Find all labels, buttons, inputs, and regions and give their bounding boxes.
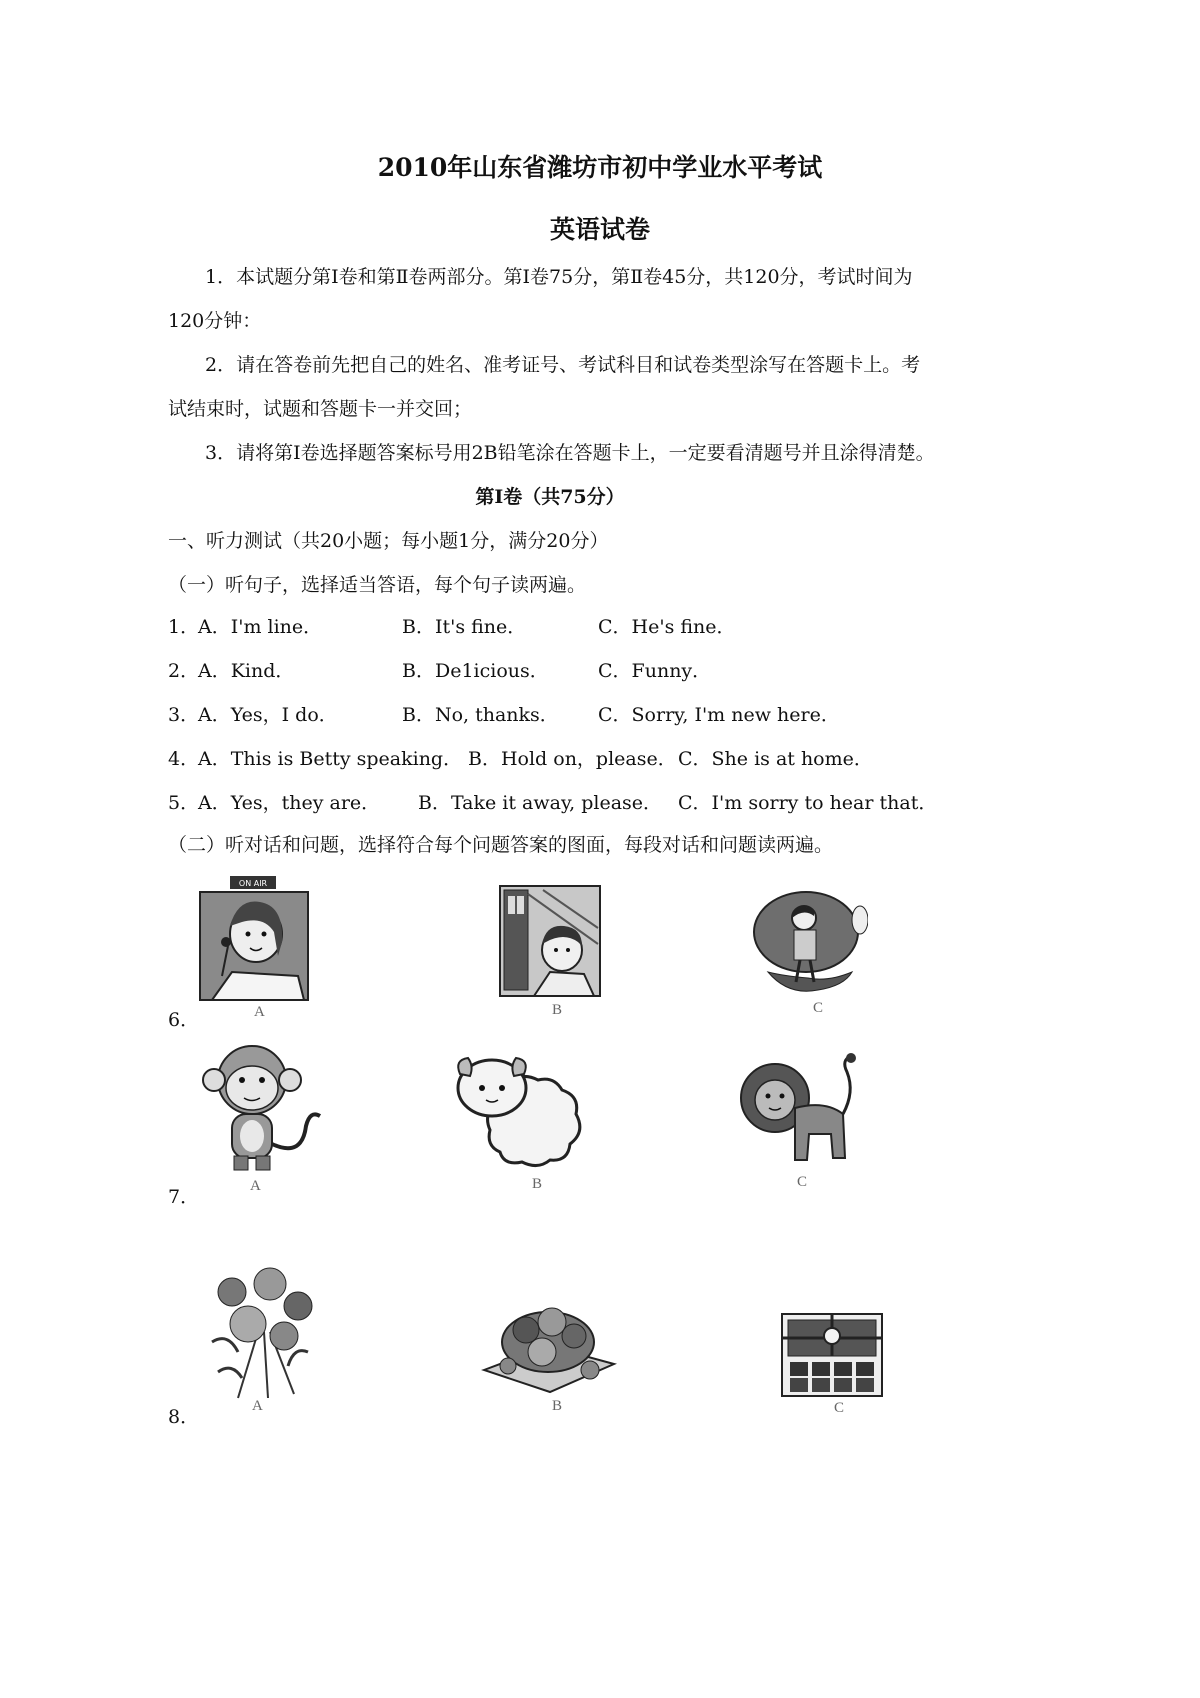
lion-image: [735, 1052, 865, 1172]
option-b: B．De1icious．: [402, 660, 549, 682]
option-a: A．Kind．: [198, 660, 295, 682]
question-number: 3．: [168, 704, 200, 726]
option-label: B: [552, 1002, 563, 1018]
volume-title: 第Ⅰ卷（共75分）: [475, 486, 625, 508]
option-b: B．Hold on，please．: [468, 748, 677, 770]
option-label: C: [834, 1400, 845, 1416]
instruction-line-1: 1．本试题分第Ⅰ卷和第Ⅱ卷两部分。第Ⅰ卷75分，第Ⅱ卷45分，共120分，考试时间为: [205, 266, 913, 288]
radio-host-image: [198, 876, 313, 1006]
exam-title: 2010年山东省潍坊市初中学业水平考试: [377, 153, 823, 182]
option-c: C．She is at home．: [678, 748, 873, 770]
option-b: B．No, thanks．: [402, 704, 559, 726]
option-b: B．Take it away, please．: [418, 792, 663, 814]
sheep-image: [450, 1052, 590, 1174]
flowers-image: [198, 1262, 328, 1400]
option-a: A．This is Betty speaking．: [198, 748, 463, 770]
question-number: 1．: [168, 616, 200, 638]
option-label: C: [813, 1000, 824, 1016]
instruction-line-3: 2．请在答卷前先把自己的姓名、准考证号、考试科目和试卷类型涂写在答题卡上。考: [205, 354, 921, 376]
picture-question-number: 6．: [168, 1009, 200, 1031]
option-label: C: [797, 1174, 808, 1190]
option-a: A．Yes，they are．: [198, 792, 381, 814]
boy-dancing-image: [748, 886, 868, 1002]
instruction-line-4: 试结束时，试题和答题卡一并交回；: [168, 398, 473, 420]
on-air-sign: ON AIR: [238, 879, 268, 888]
option-label: B: [532, 1176, 543, 1192]
exam-subtitle: 英语试卷: [549, 215, 650, 244]
picture-question-number: 8．: [168, 1406, 200, 1428]
option-label: A: [250, 1178, 261, 1194]
question-number: 5．: [168, 792, 200, 814]
option-a: A．Yes，I do．: [198, 704, 338, 726]
option-c: C．Funny．: [598, 660, 712, 682]
question-number: 2．: [168, 660, 200, 682]
fruit-basket-image: [478, 1300, 618, 1396]
question-number: 4．: [168, 748, 200, 770]
part1-title: （一）听句子，选择适当答语，每个句子读两遍。: [168, 574, 587, 596]
option-label: A: [252, 1398, 263, 1414]
option-c: C．I'm sorry to hear that．: [678, 792, 938, 814]
girl-reading-image: [498, 884, 603, 1000]
monkey-image: [198, 1040, 323, 1178]
option-c: C．He's fine．: [598, 616, 736, 638]
picture-question-number: 7．: [168, 1186, 200, 1208]
part2-title: （二）听对话和问题，选择符合每个问题答案的图面，每段对话和问题读两遍。: [168, 834, 834, 856]
option-label: B: [552, 1398, 563, 1414]
instruction-line-2: 120分钟：: [168, 310, 262, 332]
option-b: B．It's fine．: [402, 616, 527, 638]
option-a: A．I'm line．: [198, 616, 323, 638]
instruction-line-5: 3．请将第Ⅰ卷选择题答案标号用2B铅笔涂在答题卡上，一定要看清题号并且涂得清楚。: [205, 442, 935, 464]
option-label: A: [254, 1004, 265, 1020]
section-title: 一、听力测试（共20小题；每小题1分，满分20分）: [168, 530, 609, 552]
gift-box-image: [778, 1310, 886, 1400]
option-c: C．Sorry, I'm new here．: [598, 704, 840, 726]
